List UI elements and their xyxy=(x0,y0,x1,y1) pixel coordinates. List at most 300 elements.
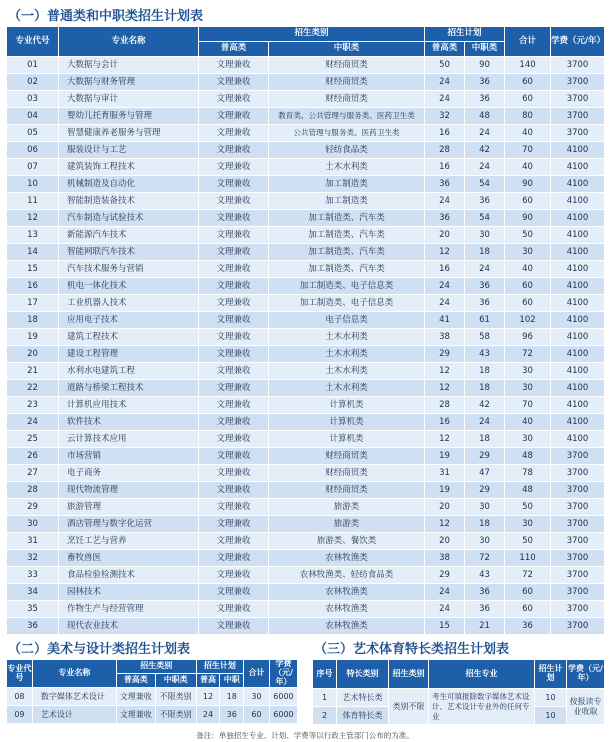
cell-category-general: 文理兼收 xyxy=(116,706,155,724)
cell-plan-general: 31 xyxy=(425,465,465,482)
s3-header-seq: 序号 xyxy=(313,660,337,689)
section2-body xyxy=(7,688,298,724)
cell-plan-vocational: 36 xyxy=(465,295,505,312)
cell-code: 10 xyxy=(7,176,59,193)
s2-header-plan-general: 普高 xyxy=(196,674,220,688)
cell-code: 35 xyxy=(7,601,59,618)
cell-code: 27 xyxy=(7,465,59,482)
cell-plan-general: 24 xyxy=(425,91,465,108)
cell-plan-general: 12 xyxy=(425,380,465,397)
cell-total: 40 xyxy=(505,159,551,176)
cell-plan-vocational: 36 xyxy=(465,584,505,601)
cell-name: 新能源汽车技术 xyxy=(59,227,199,244)
cell-code: 28 xyxy=(7,482,59,499)
cell-plan-vocational: 18 xyxy=(465,363,505,380)
s3-specialty: 体育特长类 xyxy=(337,707,389,725)
table-row xyxy=(7,159,605,176)
cell-category-vocational: 电子信息类 xyxy=(269,312,425,329)
cell-category-vocational: 土木水利类 xyxy=(269,329,425,346)
section3-body xyxy=(313,689,605,725)
cell-plan-general: 16 xyxy=(425,414,465,431)
cell-name: 作物生产与经营管理 xyxy=(59,601,199,618)
cell-name: 计算机应用技术 xyxy=(59,397,199,414)
cell-fee: 4100 xyxy=(551,312,605,329)
cell-category-vocational: 财经商贸类 xyxy=(269,448,425,465)
table-row xyxy=(7,550,605,567)
s3-category-merged: 类别不限 xyxy=(389,689,429,725)
cell-category-vocational: 加工制造类、电子信息类 xyxy=(269,295,425,312)
cell-category-general: 文理兼收 xyxy=(199,176,269,193)
cell-fee: 3700 xyxy=(551,125,605,142)
cell-code: 22 xyxy=(7,380,59,397)
cell-fee: 4100 xyxy=(551,227,605,244)
cell-plan-vocational: 47 xyxy=(465,465,505,482)
table-row xyxy=(7,414,605,431)
cell-plan-general: 15 xyxy=(425,618,465,635)
cell-plan-vocational: 72 xyxy=(465,550,505,567)
cell-code: 01 xyxy=(7,57,59,74)
cell-name: 酒店管理与数字化运营 xyxy=(59,516,199,533)
cell-code: 31 xyxy=(7,533,59,550)
cell-total: 60 xyxy=(505,601,551,618)
cell-fee: 4100 xyxy=(551,346,605,363)
cell-fee: 3700 xyxy=(551,108,605,125)
cell-fee: 3700 xyxy=(551,57,605,74)
cell-fee: 3700 xyxy=(551,533,605,550)
cell-fee: 3700 xyxy=(551,448,605,465)
cell-category-general: 文理兼收 xyxy=(199,618,269,635)
section1-title: （一）普通类和中职类招生计划表 xyxy=(8,9,204,24)
cell-fee: 3700 xyxy=(551,550,605,567)
cell-name: 大数据与财务管理 xyxy=(59,74,199,91)
cell-category-vocational: 轻纺食品类 xyxy=(269,142,425,159)
s2-header-category-vocational: 中职类 xyxy=(155,674,196,688)
s2-header-category: 招生类别 xyxy=(116,660,196,674)
cell-plan-vocational: 54 xyxy=(465,210,505,227)
cell-category-general: 文理兼收 xyxy=(199,91,269,108)
cell-category-general: 文理兼收 xyxy=(199,448,269,465)
cell-code: 29 xyxy=(7,499,59,516)
cell-plan-vocational: 24 xyxy=(465,414,505,431)
s3-header-specialty: 特长类别 xyxy=(337,660,389,689)
cell-fee: 6000 xyxy=(269,706,297,724)
cell-total: 96 xyxy=(505,329,551,346)
table-row xyxy=(7,584,605,601)
cell-category-vocational: 加工制造类、汽车类 xyxy=(269,227,425,244)
cell-plan-vocational: 36 xyxy=(465,91,505,108)
header-code: 专业代号 xyxy=(7,27,59,57)
cell-total: 102 xyxy=(505,312,551,329)
table-row xyxy=(7,244,605,261)
cell-category-general: 文理兼收 xyxy=(199,363,269,380)
cell-plan-general: 12 xyxy=(425,244,465,261)
cell-name: 汽车制造与试验技术 xyxy=(59,210,199,227)
cell-category-general: 文理兼收 xyxy=(199,74,269,91)
cell-code: 05 xyxy=(7,125,59,142)
cell-category-vocational: 农林牧渔类 xyxy=(269,618,425,635)
table-row xyxy=(7,618,605,635)
cell-code: 13 xyxy=(7,227,59,244)
s2-header-plan: 招生计划 xyxy=(196,660,243,674)
s3-seq: 2 xyxy=(313,707,337,725)
section1-body xyxy=(7,57,605,635)
cell-name: 机电一体化技术 xyxy=(59,278,199,295)
header-fee: 学费（元/年） xyxy=(551,27,605,57)
table-row xyxy=(7,482,605,499)
cell-category-general: 文理兼收 xyxy=(199,329,269,346)
cell-fee: 3700 xyxy=(551,91,605,108)
section2-block xyxy=(6,641,298,725)
cell-plan-vocational: 18 xyxy=(220,688,244,706)
cell-category-general: 文理兼收 xyxy=(199,431,269,448)
cell-category-general: 文理兼收 xyxy=(199,346,269,363)
cell-category-general: 文理兼收 xyxy=(199,516,269,533)
table-row xyxy=(7,431,605,448)
cell-code: 20 xyxy=(7,346,59,363)
header-total: 合计 xyxy=(505,27,551,57)
cell-plan-general: 50 xyxy=(425,57,465,74)
cell-total: 60 xyxy=(505,74,551,91)
cell-category-vocational: 计算机类 xyxy=(269,431,425,448)
cell-category-general: 文理兼收 xyxy=(199,261,269,278)
cell-plan-vocational: 43 xyxy=(465,346,505,363)
cell-category-general: 文理兼收 xyxy=(116,688,155,706)
cell-plan-general: 20 xyxy=(425,227,465,244)
cell-total: 50 xyxy=(505,227,551,244)
table-row xyxy=(7,142,605,159)
s2-header-total: 合计 xyxy=(244,660,270,688)
cell-plan-general: 29 xyxy=(425,346,465,363)
cell-total: 40 xyxy=(505,261,551,278)
cell-code: 02 xyxy=(7,74,59,91)
cell-total: 50 xyxy=(505,499,551,516)
cell-total: 140 xyxy=(505,57,551,74)
cell-category-general: 文理兼收 xyxy=(199,210,269,227)
cell-name: 建筑工程技术 xyxy=(59,329,199,346)
cell-plan-general: 16 xyxy=(425,261,465,278)
cell-category-general: 文理兼收 xyxy=(199,278,269,295)
cell-fee: 3700 xyxy=(551,618,605,635)
cell-plan-vocational: 18 xyxy=(465,431,505,448)
cell-name: 食品检验检测技术 xyxy=(59,567,199,584)
header-plan-vocational: 中职类 xyxy=(465,42,505,57)
cell-plan-general: 24 xyxy=(196,706,220,724)
cell-name: 现代农业技术 xyxy=(59,618,199,635)
cell-plan-vocational: 24 xyxy=(465,159,505,176)
cell-category-general: 文理兼收 xyxy=(199,533,269,550)
cell-category-vocational: 财经商贸类 xyxy=(269,465,425,482)
cell-code: 24 xyxy=(7,414,59,431)
cell-plan-general: 32 xyxy=(425,108,465,125)
cell-category-vocational: 计算机类 xyxy=(269,414,425,431)
table-row xyxy=(7,516,605,533)
header-name: 专业名称 xyxy=(59,27,199,57)
table-row xyxy=(7,74,605,91)
cell-total: 70 xyxy=(505,142,551,159)
cell-name: 畜牧兽医 xyxy=(59,550,199,567)
cell-plan-general: 36 xyxy=(425,210,465,227)
cell-plan-vocational: 61 xyxy=(465,312,505,329)
cell-name: 婴幼儿托育服务与管理 xyxy=(59,108,199,125)
s3-seq: 1 xyxy=(313,689,337,707)
cell-category-vocational: 旅游类、餐饮类 xyxy=(269,533,425,550)
cell-category-vocational: 不限类别 xyxy=(155,706,196,724)
table-row xyxy=(7,346,605,363)
section2-title: （二）美术与设计类招生计划表 xyxy=(8,642,191,657)
cell-fee: 3700 xyxy=(551,584,605,601)
s2-header-code: 专业代号 xyxy=(7,660,33,688)
cell-plan-vocational: 36 xyxy=(220,706,244,724)
cell-plan-general: 16 xyxy=(425,159,465,176)
cell-plan-general: 38 xyxy=(425,329,465,346)
cell-plan-general: 38 xyxy=(425,550,465,567)
table-row xyxy=(7,108,605,125)
cell-category-vocational: 土木水利类 xyxy=(269,380,425,397)
table-row xyxy=(7,688,298,706)
cell-category-vocational: 计算机类 xyxy=(269,397,425,414)
cell-plan-general: 28 xyxy=(425,397,465,414)
cell-name: 市场营销 xyxy=(59,448,199,465)
s2-header-plan-vocational: 中职 xyxy=(220,674,244,688)
cell-plan-vocational: 21 xyxy=(465,618,505,635)
cell-category-vocational: 土木水利类 xyxy=(269,346,425,363)
cell-fee: 4100 xyxy=(551,193,605,210)
section1-table xyxy=(6,26,605,635)
cell-category-vocational: 农林牧渔类 xyxy=(269,601,425,618)
cell-fee: 4100 xyxy=(551,414,605,431)
section3-title: （三）艺术体育特长类招生计划表 xyxy=(314,642,510,657)
cell-total: 90 xyxy=(505,210,551,227)
table-row xyxy=(7,261,605,278)
cell-code: 15 xyxy=(7,261,59,278)
cell-category-vocational: 农林牧渔类、轻纺食品类 xyxy=(269,567,425,584)
cell-plan-general: 20 xyxy=(425,533,465,550)
cell-category-general: 文理兼收 xyxy=(199,584,269,601)
table-row xyxy=(7,278,605,295)
cell-plan-general: 19 xyxy=(425,482,465,499)
cell-code: 30 xyxy=(7,516,59,533)
cell-fee: 4100 xyxy=(551,159,605,176)
cell-total: 72 xyxy=(505,346,551,363)
cell-plan-vocational: 48 xyxy=(465,108,505,125)
cell-total: 40 xyxy=(505,125,551,142)
cell-fee: 6000 xyxy=(269,688,297,706)
cell-fee: 3700 xyxy=(551,482,605,499)
cell-name: 电子商务 xyxy=(59,465,199,482)
cell-total: 30 xyxy=(505,363,551,380)
header-category-vocational: 中职类 xyxy=(269,42,425,57)
table-row xyxy=(7,380,605,397)
cell-category-vocational: 加工制造类 xyxy=(269,176,425,193)
cell-code: 06 xyxy=(7,142,59,159)
cell-name: 大数据与会计 xyxy=(59,57,199,74)
cell-category-vocational: 旅游类 xyxy=(269,516,425,533)
cell-name: 工业机器人技术 xyxy=(59,295,199,312)
table-row xyxy=(7,329,605,346)
cell-name: 艺术设计 xyxy=(32,706,116,724)
cell-total: 60 xyxy=(244,706,270,724)
cell-plan-general: 12 xyxy=(196,688,220,706)
cell-total: 60 xyxy=(505,278,551,295)
cell-plan-general: 29 xyxy=(425,567,465,584)
cell-code: 23 xyxy=(7,397,59,414)
cell-plan-vocational: 36 xyxy=(465,74,505,91)
cell-category-vocational: 土木水利类 xyxy=(269,363,425,380)
cell-fee: 4100 xyxy=(551,261,605,278)
cell-name: 道路与桥梁工程技术 xyxy=(59,380,199,397)
cell-fee: 3700 xyxy=(551,465,605,482)
table-row xyxy=(7,91,605,108)
cell-code: 08 xyxy=(7,688,33,706)
cell-category-general: 文理兼收 xyxy=(199,380,269,397)
cell-plan-vocational: 29 xyxy=(465,482,505,499)
cell-total: 30 xyxy=(505,516,551,533)
table-row xyxy=(7,210,605,227)
table-row xyxy=(7,601,605,618)
s3-major-merged: 考生可填报除数字媒体艺术设计、艺术设计专业外的任何专业 xyxy=(429,689,535,725)
cell-code: 11 xyxy=(7,193,59,210)
cell-category-vocational: 加工制造类、电子信息类 xyxy=(269,278,425,295)
cell-total: 30 xyxy=(244,688,270,706)
table-row xyxy=(7,567,605,584)
cell-plan-general: 20 xyxy=(425,499,465,516)
cell-code: 25 xyxy=(7,431,59,448)
table-row xyxy=(7,533,605,550)
section2-table xyxy=(6,659,298,724)
cell-category-vocational: 土木水利类 xyxy=(269,159,425,176)
s3-plan: 10 xyxy=(535,689,567,707)
cell-fee: 4100 xyxy=(551,295,605,312)
cell-total: 30 xyxy=(505,380,551,397)
cell-total: 40 xyxy=(505,414,551,431)
cell-category-vocational: 财经商贸类 xyxy=(269,91,425,108)
cell-plan-general: 24 xyxy=(425,193,465,210)
cell-total: 60 xyxy=(505,91,551,108)
cell-plan-vocational: 18 xyxy=(465,516,505,533)
cell-code: 14 xyxy=(7,244,59,261)
cell-code: 21 xyxy=(7,363,59,380)
header-plan-general: 普高类 xyxy=(425,42,465,57)
header-plan: 招生计划 xyxy=(425,27,505,42)
cell-plan-vocational: 29 xyxy=(465,448,505,465)
cell-total: 70 xyxy=(505,397,551,414)
cell-category-general: 文理兼收 xyxy=(199,108,269,125)
header-category-general: 普高类 xyxy=(199,42,269,57)
cell-code: 26 xyxy=(7,448,59,465)
cell-category-vocational: 农林牧渔类 xyxy=(269,584,425,601)
cell-total: 48 xyxy=(505,482,551,499)
table-row xyxy=(7,499,605,516)
cell-fee: 3700 xyxy=(551,516,605,533)
cell-category-vocational: 加工制造类、汽车类 xyxy=(269,244,425,261)
cell-code: 19 xyxy=(7,329,59,346)
cell-code: 03 xyxy=(7,91,59,108)
cell-category-general: 文理兼收 xyxy=(199,397,269,414)
cell-fee: 3700 xyxy=(551,74,605,91)
cell-plan-vocational: 30 xyxy=(465,227,505,244)
cell-category-general: 文理兼收 xyxy=(199,414,269,431)
cell-plan-general: 24 xyxy=(425,278,465,295)
cell-category-general: 文理兼收 xyxy=(199,550,269,567)
cell-total: 30 xyxy=(505,431,551,448)
s3-header-major: 招生专业 xyxy=(429,660,535,689)
table-row xyxy=(7,176,605,193)
s3-specialty: 艺术特长类 xyxy=(337,689,389,707)
cell-plan-vocational: 36 xyxy=(465,193,505,210)
cell-plan-vocational: 42 xyxy=(465,142,505,159)
table-row xyxy=(7,465,605,482)
cell-total: 60 xyxy=(505,295,551,312)
cell-fee: 3700 xyxy=(551,499,605,516)
cell-name: 现代物流管理 xyxy=(59,482,199,499)
cell-category-vocational: 财经商贸类 xyxy=(269,482,425,499)
cell-code: 36 xyxy=(7,618,59,635)
cell-plan-vocational: 24 xyxy=(465,125,505,142)
cell-fee: 4100 xyxy=(551,176,605,193)
s2-header-fee: 学费（元/年） xyxy=(269,660,297,688)
section3-table xyxy=(312,659,605,725)
cell-fee: 4100 xyxy=(551,329,605,346)
cell-category-vocational: 公共管理与服务类、医药卫生类 xyxy=(269,125,425,142)
cell-category-vocational: 不限类别 xyxy=(155,688,196,706)
cell-name: 大数据与审计 xyxy=(59,91,199,108)
cell-category-general: 文理兼收 xyxy=(199,312,269,329)
cell-category-general: 文理兼收 xyxy=(199,567,269,584)
cell-plan-vocational: 58 xyxy=(465,329,505,346)
cell-plan-general: 24 xyxy=(425,295,465,312)
cell-name: 智能制造装备技术 xyxy=(59,193,199,210)
cell-plan-general: 28 xyxy=(425,142,465,159)
cell-code: 17 xyxy=(7,295,59,312)
cell-fee: 3700 xyxy=(551,567,605,584)
cell-plan-vocational: 30 xyxy=(465,499,505,516)
cell-category-general: 文理兼收 xyxy=(199,465,269,482)
cell-total: 48 xyxy=(505,448,551,465)
cell-plan-vocational: 30 xyxy=(465,533,505,550)
cell-total: 110 xyxy=(505,550,551,567)
cell-fee: 4100 xyxy=(551,397,605,414)
cell-plan-general: 24 xyxy=(425,601,465,618)
cell-fee: 4100 xyxy=(551,210,605,227)
cell-code: 16 xyxy=(7,278,59,295)
cell-category-vocational: 加工制造类、汽车类 xyxy=(269,261,425,278)
s2-header-name: 专业名称 xyxy=(32,660,116,688)
cell-plan-vocational: 90 xyxy=(465,57,505,74)
footnote: 备注：单独招生专业、计划、学费等以行政主管部门公布的为准。 xyxy=(196,731,414,740)
cell-name: 机械制造及自动化 xyxy=(59,176,199,193)
table-row xyxy=(7,363,605,380)
cell-name: 园林技术 xyxy=(59,584,199,601)
section3-block xyxy=(312,641,604,725)
table-row xyxy=(7,57,605,74)
cell-fee: 3700 xyxy=(551,601,605,618)
cell-plan-general: 12 xyxy=(425,431,465,448)
s3-header-fee: 学费（元/年） xyxy=(567,660,605,689)
table-row xyxy=(7,125,605,142)
cell-category-vocational: 旅游类 xyxy=(269,499,425,516)
cell-code: 12 xyxy=(7,210,59,227)
cell-category-general: 文理兼收 xyxy=(199,295,269,312)
cell-category-general: 文理兼收 xyxy=(199,227,269,244)
cell-plan-general: 12 xyxy=(425,363,465,380)
cell-category-general: 文理兼收 xyxy=(199,244,269,261)
cell-fee: 4100 xyxy=(551,380,605,397)
cell-plan-vocational: 54 xyxy=(465,176,505,193)
cell-fee: 4100 xyxy=(551,363,605,380)
cell-plan-vocational: 43 xyxy=(465,567,505,584)
cell-name: 水利水电建筑工程 xyxy=(59,363,199,380)
cell-total: 80 xyxy=(505,108,551,125)
